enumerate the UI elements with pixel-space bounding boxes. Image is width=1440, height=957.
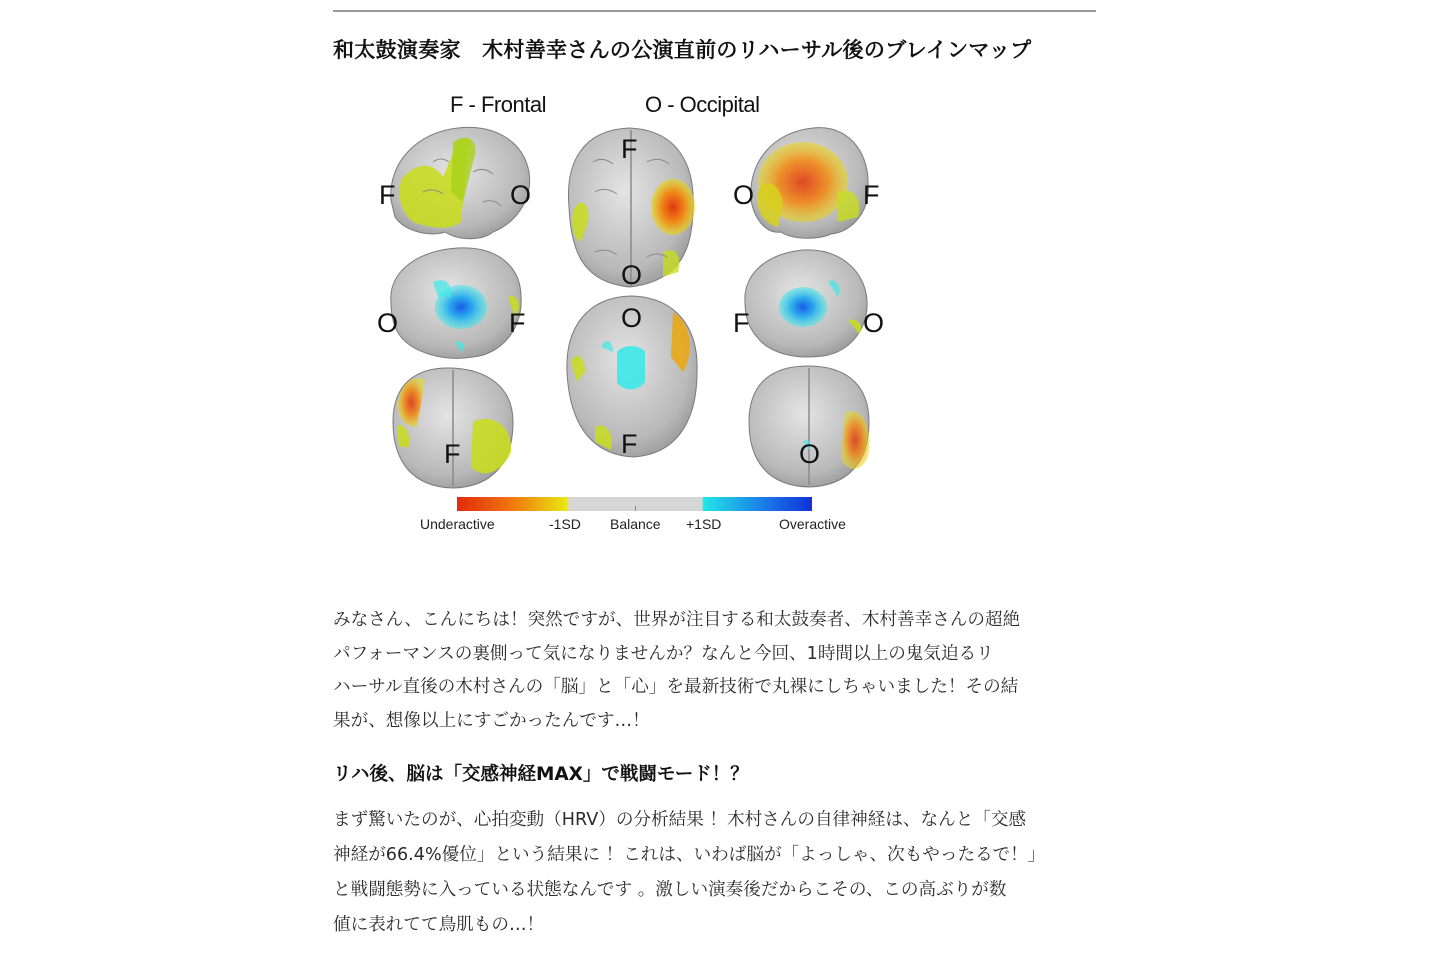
top-divider (333, 10, 1096, 12)
label-right-lateral-o: O (733, 180, 755, 210)
label-right-lateral-f: F (863, 180, 880, 210)
section-line: 神経が66.4%優位」という結果に ！これは、いわば脳が「よっしゃ、次もやったるで！」 (333, 845, 1046, 865)
legend-balance: Balance (610, 516, 661, 532)
section-paragraph (333, 803, 1045, 943)
label-front-f: F (444, 439, 461, 469)
label-left-lateral-f: F (379, 180, 396, 210)
color-scale-center-tick (635, 506, 636, 511)
intro-paragraph (333, 604, 1020, 738)
section-line: と戦闘態勢に入っている状態なんです 。激しい演奏後だからこその、この高ぶりが数 (333, 880, 1007, 900)
intro-line: 果が、想像以上にすごかったんです…！ (333, 710, 650, 731)
intro-line: みなさん、こんにちは！突然ですが、世界が注目する和太鼓奏者、木村善幸さんの超絶 (333, 610, 1021, 630)
intro-line: パフォーマンスの裏側って気になりませんか？なんと今回、1時間以上の鬼気迫るリ (333, 643, 994, 664)
frontal-header-label: F - Frontal (450, 92, 546, 117)
brain-map-figure (333, 82, 893, 552)
label-top-f: F (621, 134, 638, 164)
section-heading: リハ後、脳は「交感神経MAX」で戦闘モード！？ (333, 764, 749, 785)
brain-map-image (333, 82, 893, 552)
legend-plus-1sd: +1SD (686, 516, 722, 532)
label-left-medial-f: F (509, 308, 526, 338)
label-right-medial-f: F (733, 308, 750, 338)
label-left-medial-o: O (377, 308, 399, 338)
legend-overactive: Overactive (779, 516, 846, 532)
brain-right-lateral-view (751, 128, 869, 239)
section-line: 値に表れてて鳥肌もの…！ (333, 915, 545, 935)
article-title: 和太鼓演奏家 木村善幸さんの公演直前のリハーサル後のブレインマップ (333, 37, 1032, 62)
label-back-o: O (799, 439, 821, 469)
brain-front-view (393, 368, 513, 488)
legend-underactive: Underactive (420, 516, 495, 532)
brain-right-medial-view (745, 250, 867, 357)
label-left-lateral-o: O (510, 180, 532, 210)
brain-left-lateral-view (391, 127, 530, 238)
section-line: まず驚いたのが、心拍変動（HRV）の分析結果 ！木村さんの自律神経は、なんと「交感 (333, 810, 1027, 830)
occipital-header-label: O - Occipital (645, 92, 760, 117)
brain-left-medial-view (391, 248, 521, 358)
intro-line: ハーサル直後の木村さんの「脳」と「心」を最新技術で丸裸にしちゃいました！その結 (333, 677, 1019, 697)
label-right-medial-o: O (863, 308, 885, 338)
label-bottom-f: F (621, 429, 638, 459)
legend-minus-1sd: -1SD (549, 516, 581, 532)
label-bottom-o: O (621, 303, 643, 333)
label-top-o: O (621, 260, 643, 290)
